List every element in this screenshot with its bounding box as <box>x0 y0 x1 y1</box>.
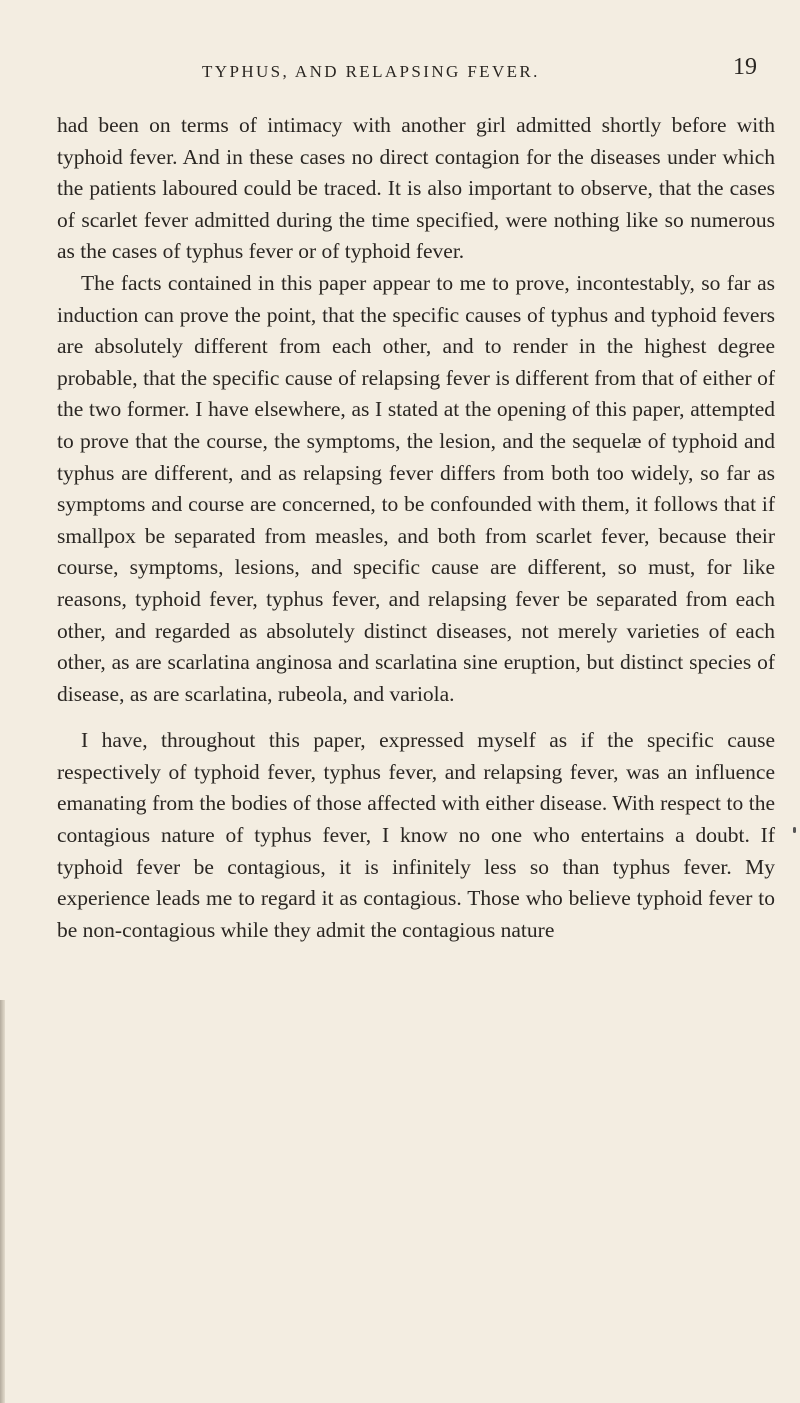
paragraph-contagion: I have, throughout this paper, expressed myself as if the specific cause respectively of typhoid fever, typhus fever, and relapsing fever, was an influence emanating from the bodies of those affected with either disease. With respect to the contagious nature of typhus fever, I know no one who entertains a doubt. If typhoid fever be contagious, it is infinitely less so than typhus fever. My experience leads me to regard it as contagious. Those who believe typhoid fever to be non-contagious while they admit the contagious nature <box>57 728 775 942</box>
page-binding-shadow <box>0 1000 5 1403</box>
page-number: 19 <box>733 54 757 80</box>
paragraph-continuation: had been on terms of intimacy with another girl admitted shortly before with typhoid fever. And in these cases no direct contagion for the diseases under which the patients laboured could be traced. It is also important to observe, that the cases of scarlet fever admitted during the time specified, were nothing like so numerous as the cases of typhus fever or of typhoid fever. <box>57 113 775 264</box>
running-title: TYPHUS, AND RELAPSING FEVER. <box>202 62 540 81</box>
running-head <box>0 54 800 90</box>
body-text <box>57 110 775 946</box>
paragraph-conclusions: The facts contained in this paper appear to me to prove, incontestably, so far as induction can prove the point, that the specific causes of typhus and typhoid fevers are absolutely different from each other, and to render in the highest degree probable, that the specific cause of relapsing fever is different from that of either of the two former. I have elsewhere, as I stated at the opening of this paper, attempted to prove that the course, the symptoms, the lesion, and the sequelæ of typhoid and typhus are different, and as relapsing fever differs from both too widely, so far as symptoms and course are concerned, to be confounded with them, it follows that if smallpox be separated from measles, and both from scarlet fever, because their course, symptoms, lesions, and specific cause are different, so must, for like reasons, typhoid fever, typhus fever, and relapsing fever be separated from each other, and regarded as absolutely distinct diseases, not merely varieties of each other, as are scarlatina anginosa and scarlatina sine eruption, but distinct species of disease, as are scarlatina, rubeola, and variola. <box>57 270 775 706</box>
paper-blemish <box>793 827 796 833</box>
